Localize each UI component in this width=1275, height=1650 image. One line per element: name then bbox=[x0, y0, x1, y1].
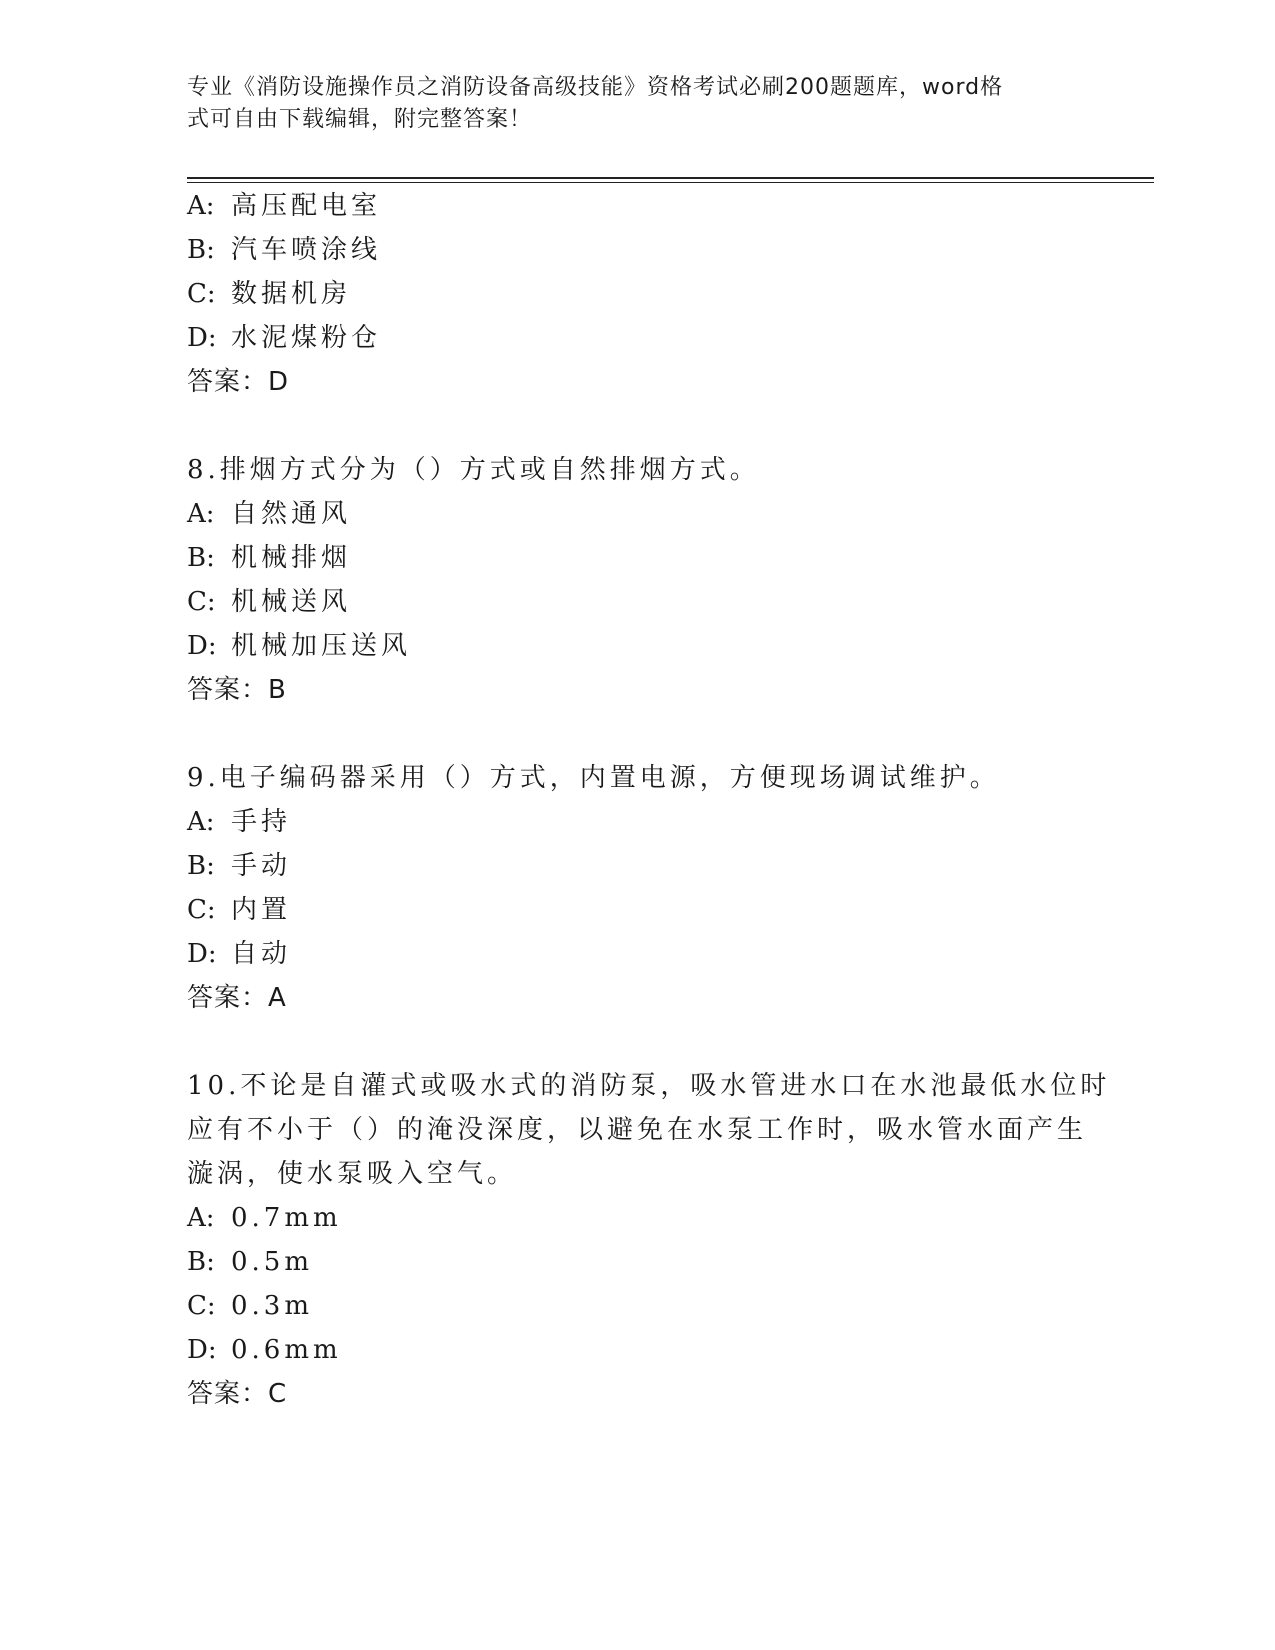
header-line-1: 专业《消防设施操作员之消防设备高级技能》资格考试必刷200题题库，word格 bbox=[187, 75, 1004, 100]
q10-question-line-1: 10.不论是自灌式或吸水式的消防泵，吸水管进水口在水池最低水位时 bbox=[187, 1071, 1111, 1101]
q8-option-d: D: 机械加压送风 bbox=[187, 631, 412, 661]
q7-option-d: D: 水泥煤粉仓 bbox=[187, 323, 382, 353]
q10-question-line-3: 漩涡，使水泵吸入空气。 bbox=[187, 1159, 518, 1189]
q7-answer: 答案：D bbox=[187, 367, 290, 397]
q9-option-d: D: 自动 bbox=[187, 939, 292, 969]
q10-option-b: B: 0.5m bbox=[187, 1247, 314, 1277]
q8-option-a: A: 自然通风 bbox=[187, 499, 352, 529]
q8-question: 8.排烟方式分为（）方式或自然排烟方式。 bbox=[187, 455, 760, 485]
q10-option-c: C: 0.3m bbox=[187, 1291, 314, 1321]
header-divider-thin bbox=[187, 182, 1154, 183]
q9-question: 9.电子编码器采用（）方式，内置电源，方便现场调试维护。 bbox=[187, 763, 1000, 793]
q7-option-c: C: 数据机房 bbox=[187, 279, 352, 309]
header-line-2: 式可自由下载编辑，附完整答案！ bbox=[187, 107, 533, 132]
q10-option-d: D: 0.6mm bbox=[187, 1335, 342, 1365]
q8-option-b: B: 机械排烟 bbox=[187, 543, 352, 573]
q9-option-a: A: 手持 bbox=[187, 807, 292, 837]
q10-question-line-2: 应有不小于（）的淹没深度，以避免在水泵工作时，吸水管水面产生 bbox=[187, 1115, 1088, 1145]
q9-answer: 答案：A bbox=[187, 983, 287, 1013]
q7-option-a: A: 高压配电室 bbox=[187, 191, 382, 221]
header-divider-thick bbox=[187, 177, 1154, 179]
q7-option-b: B: 汽车喷涂线 bbox=[187, 235, 382, 265]
q8-answer: 答案：B bbox=[187, 675, 287, 705]
q9-option-b: B: 手动 bbox=[187, 851, 292, 881]
q8-option-c: C: 机械送风 bbox=[187, 587, 352, 617]
q10-option-a: A: 0.7mm bbox=[187, 1203, 342, 1233]
q10-answer: 答案：C bbox=[187, 1379, 288, 1409]
q9-option-c: C: 内置 bbox=[187, 895, 292, 925]
document-header bbox=[187, 72, 1087, 136]
